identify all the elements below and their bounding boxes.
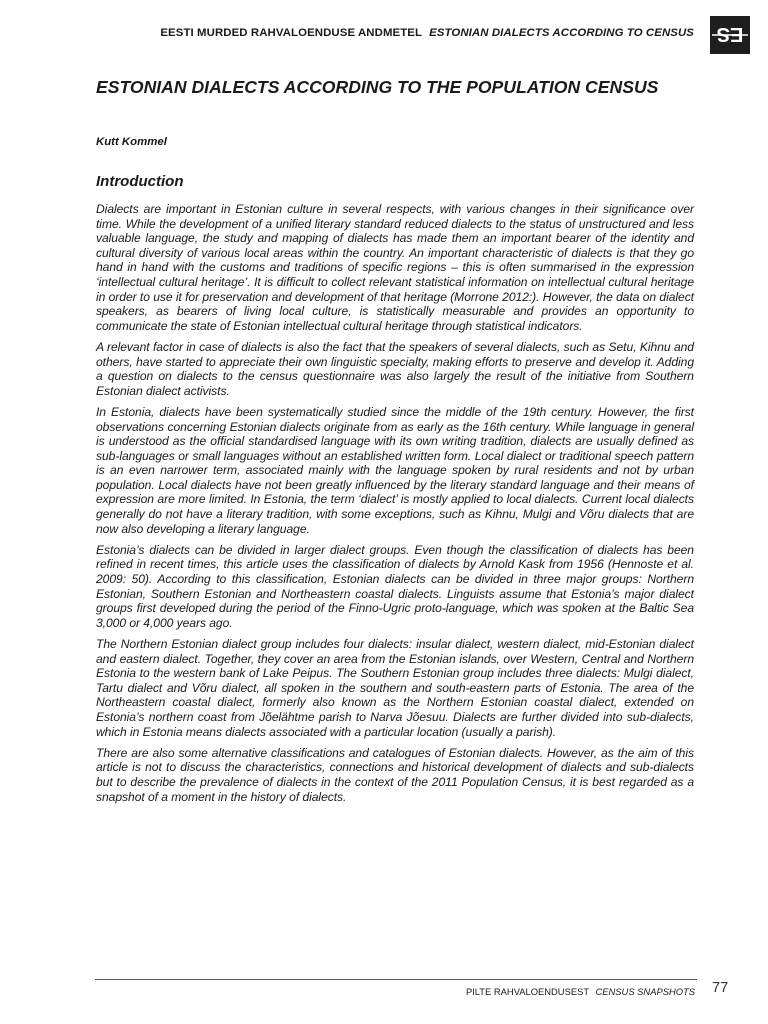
footer-divider bbox=[95, 979, 697, 980]
running-footer bbox=[380, 986, 695, 997]
paragraph: Estonia’s dialects can be divided in larger dialect groups. Even though the classification of dialects has been refined in recent times, this article uses the classification of dialects by Arnold Kask from 1956 (Hennoste et al. 2009: 50). According to this classification, Estonian dialects can be divided in three major groups: Northern Estonian, Southern Estonian and Northeastern coastal dialects. Linguists assume that Estonia’s major dialect groups first developed during the period of the Finno-Ugric proto-language, which was spoken at the Baltic Sea 3,000 or 4,000 years ago. bbox=[96, 542, 694, 630]
paragraph: Dialects are important in Estonian culture in several respects, with various changes in their significance over time. While the development of a unified literary standard reduced dialects to the status of unstructured and less valuable language, the study and mapping of dialects has made them an important bearer of the identity and cultural diversity of various local areas within the country. An important characteristic of dialects is that they go hand in hand with the customs and traditions of specific regions – this is often summarised in the expression ‘intellectual cultural heritage’. It is difficult to collect relevant statistical information on intellectual cultural heritage in order to use it for preservation and development of that heritage (Morrone 2012:). However, the data on dialect speakers, as bearers of living local culture, is statistically measurable and provides an opportunity to communicate the state of Estonian intellectual cultural heritage through statistical indicators. bbox=[96, 202, 694, 333]
page-number: 77 bbox=[712, 980, 729, 996]
article-body bbox=[96, 202, 694, 811]
running-header bbox=[118, 27, 694, 39]
article-author: Kutt Kommel bbox=[96, 136, 167, 148]
running-footer-english: CENSUS SNAPSHOTS bbox=[595, 986, 695, 997]
paragraph: A relevant factor in case of dialects is also the fact that the speakers of several dialects, such as Setu, Kihnu and others, have started to appreciate their own linguistic specialty, making efforts to preserve and develop it. Adding a question on dialects to the census questionnaire was also largely the result of the initiative from Southern Estonian dialect activists. bbox=[96, 339, 694, 398]
paragraph: The Northern Estonian dialect group includes four dialects: insular dialect, western dialect, mid-Estonian dialect and eastern dialect. Together, they cover an area from the Estonian islands, over Western, Central and Northern Estonia to the western bank of Lake Peipus. The Southern Estonian group includes three dialects: Mulgi dialect, Tartu dialect and Võru dialect, all spoken in the southern and south-eastern parts of Estonia. The area of the Northeastern coastal dialect, formerly also known as the Northern Estonian coastal dialect, extended on Estonia’s northern coast from Jõelähtme parish to Narva Jõesuu. Dialects are further divided into sub-dialects, which in Estonia means dialects associated with a particular location (usually a parish). bbox=[96, 637, 694, 739]
svg-text:ES: ES bbox=[716, 23, 744, 45]
publication-logo bbox=[710, 16, 750, 54]
es-logo-icon bbox=[710, 16, 750, 54]
paragraph: In Estonia, dialects have been systematically studied since the middle of the 19th century. However, the first observations concerning Estonian dialects originate from as early as the 16th century. While language in general is understood as the official standardised language with its own writing tradition, dialects are usually defined as sub-languages or small languages without an established written form. Local dialect or traditional speech pattern is an even narrower term, associated mainly with the language spoken by rural residents and not by urban population. Local dialects have not been greatly influenced by the literary standard language and their means of expression are more limited. In Estonia, the term ‘dialect’ is mostly applied to local dialects. Current local dialects generally do not have a literary tradition, with some exceptions, such as Kihnu, Mulgi and Võru dialects that are now also developing a literary language. bbox=[96, 404, 694, 536]
running-header-english: ESTONIAN DIALECTS ACCORDING TO CENSUS bbox=[429, 27, 694, 39]
article-title: ESTONIAN DIALECTS ACCORDING TO THE POPULATION CENSUS bbox=[96, 77, 659, 97]
paragraph: There are also some alternative classifications and catalogues of Estonian dialects. However, as the aim of this article is not to discuss the characteristics, connections and historical development of dialects and sub-dialects but to describe the prevalence of dialects in the context of the 2011 Population Census, it is best regarded as a snapshot of a moment in the history of dialects. bbox=[96, 745, 694, 804]
section-heading: Introduction bbox=[96, 173, 184, 190]
running-footer-estonian: PILTE RAHVALOENDUSEST bbox=[465, 986, 589, 997]
running-header-estonian: EESTI MURDED RAHVALOENDUSE ANDMETEL bbox=[160, 27, 422, 39]
